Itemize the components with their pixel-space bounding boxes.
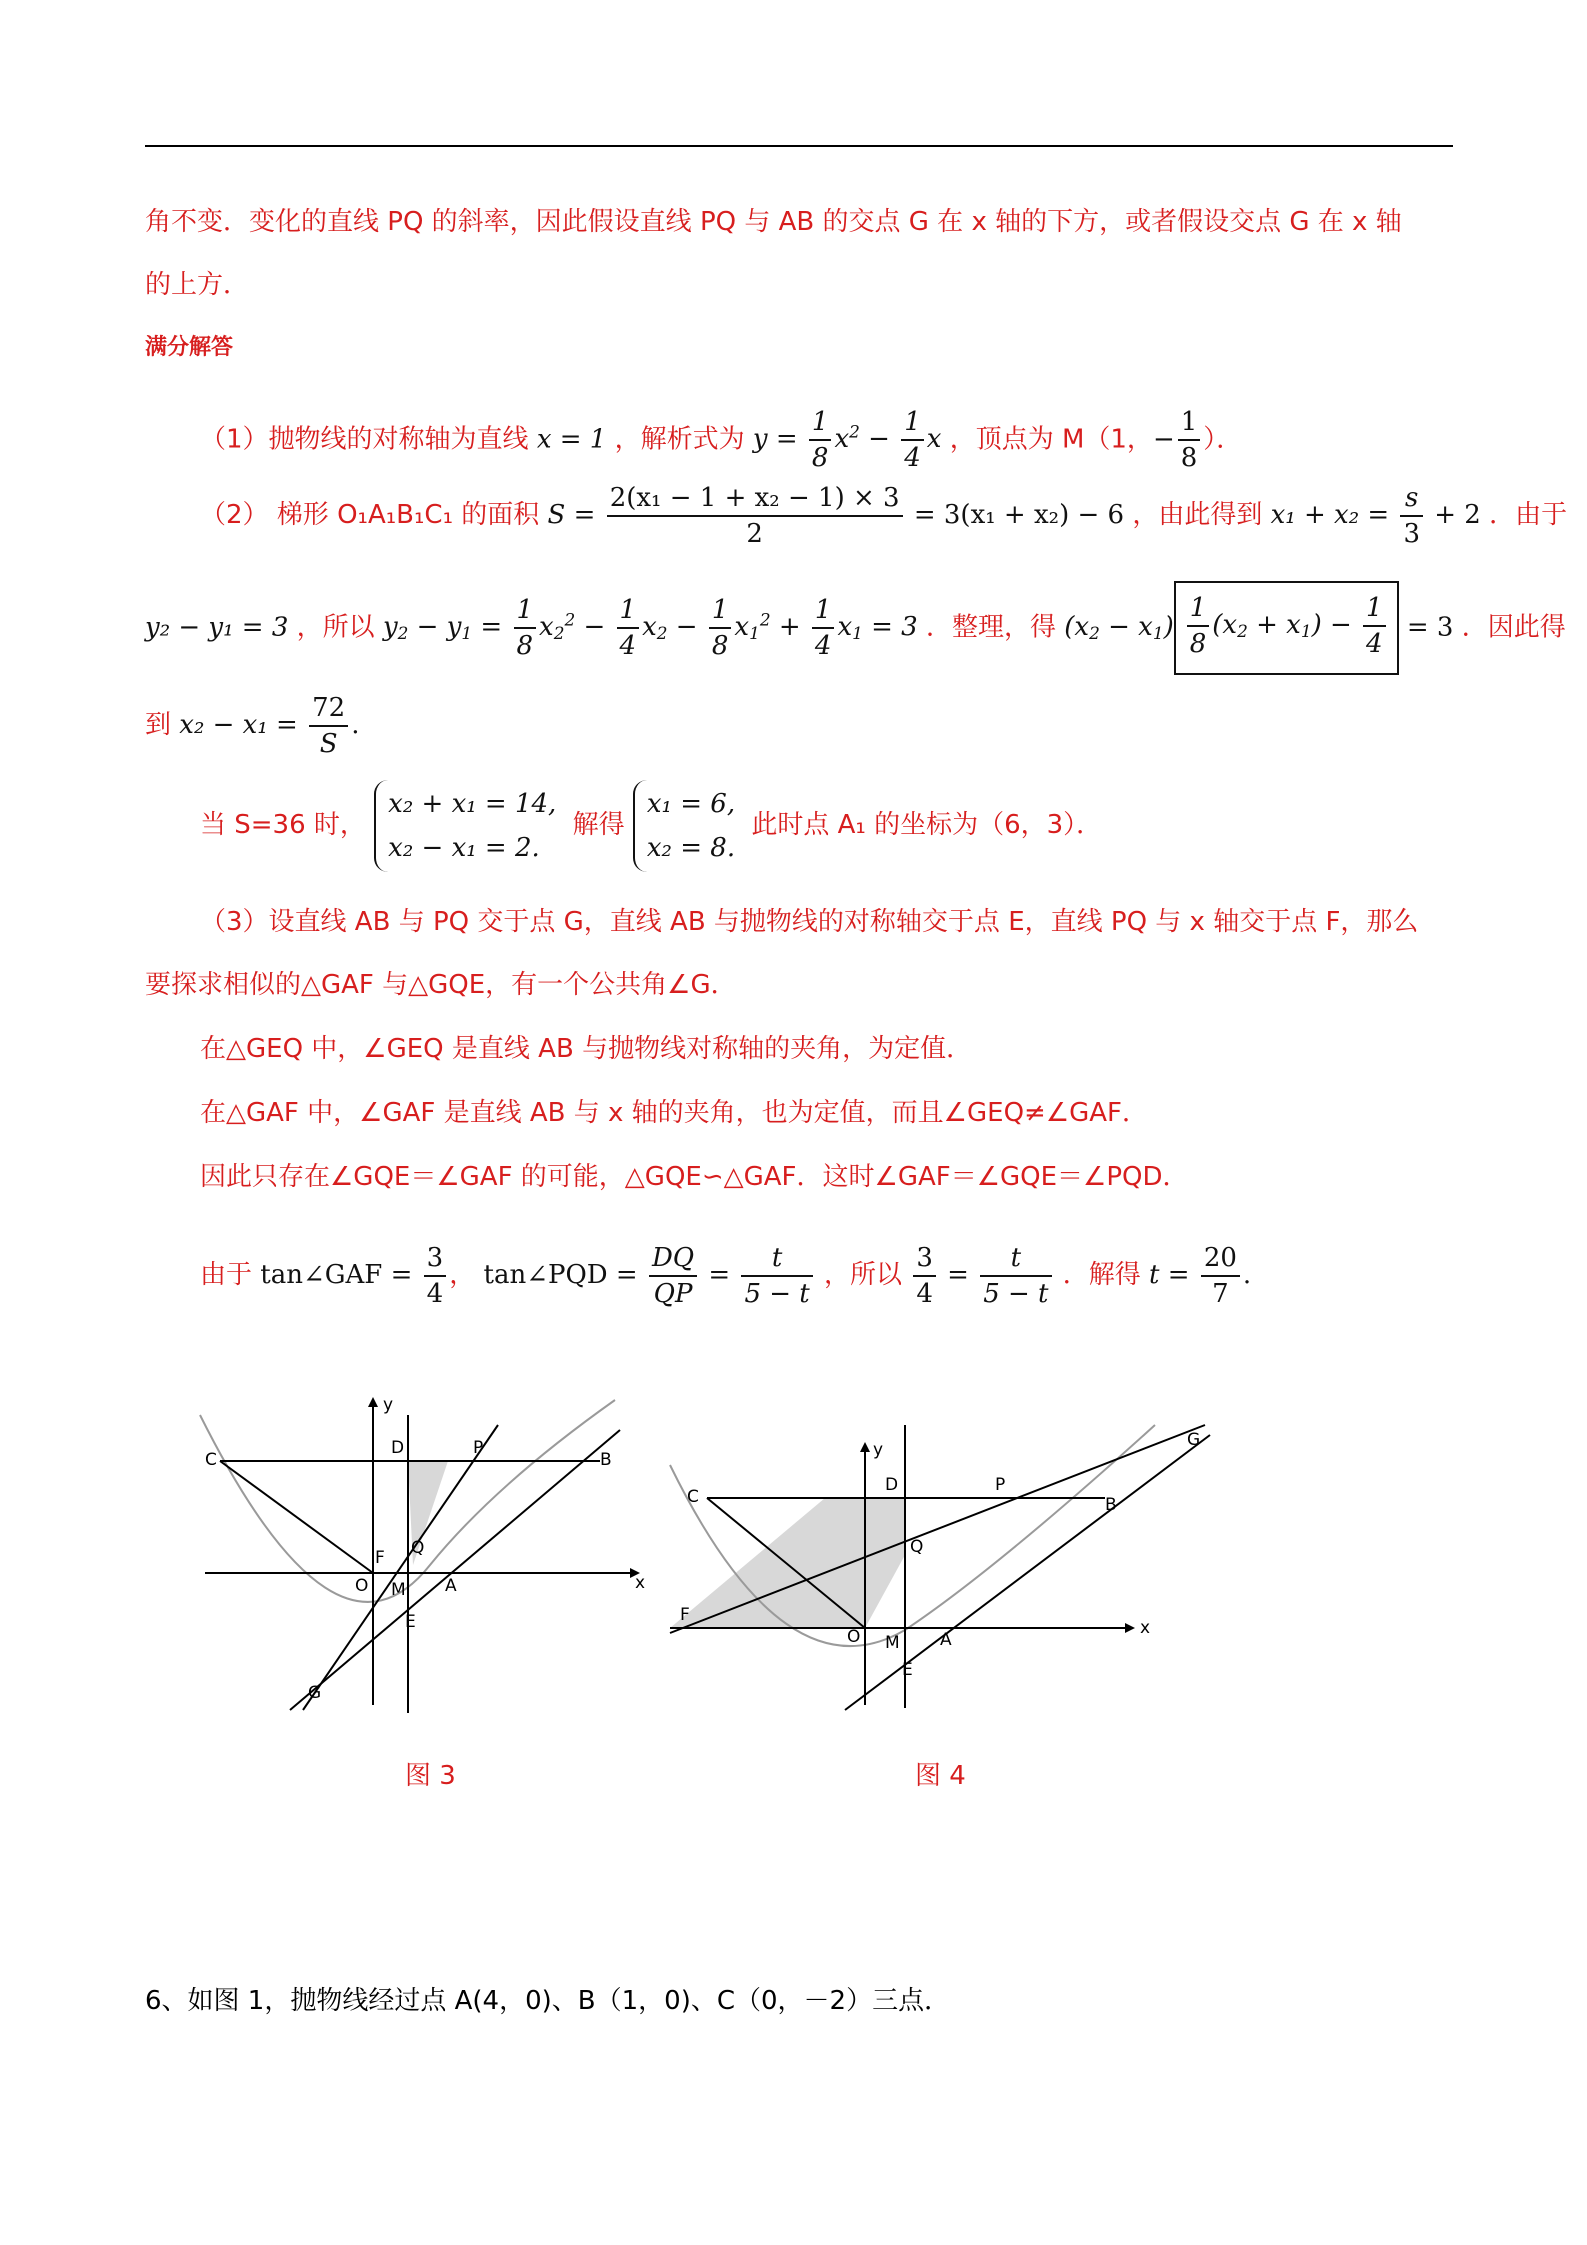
system-1: x₂ + x₁ = 14, x₂ − x₁ = 2. [374, 780, 564, 872]
svg-text:B: B [600, 1450, 612, 1470]
part3-so: ，所以 [824, 1260, 903, 1290]
system-2: x₁ = 6, x₂ = 8. [633, 780, 743, 872]
part2-line2-tidy: ．整理，得 [925, 612, 1056, 643]
svg-text:B: B [1105, 1495, 1117, 1515]
part1-prefix: （1）抛物线的对称轴为直线 [200, 424, 529, 455]
figure-4 [665, 1420, 1225, 1720]
part2-suffix: ．由于 [1489, 500, 1568, 530]
part3-line-2: 要探求相似的△GAF 与△GQE，有一个公共角∠G． [145, 970, 737, 1000]
figure-3 [195, 1395, 655, 1715]
diff-eq: y₂ − y₁ = 3 [145, 612, 289, 643]
part2-prefix: （2） 梯形 O₁A₁B₁C₁ 的面积 [200, 500, 540, 530]
svg-text:O: O [847, 1627, 861, 1647]
svg-text:A: A [445, 1576, 457, 1596]
svg-text:G: G [308, 1683, 322, 1703]
part3-line-5: 因此只存在∠GQE＝∠GAF 的可能，△GQE∽△GAF．这时∠GAF＝∠GQE＝∠PQD． [200, 1162, 1189, 1192]
svg-text:y: y [383, 1395, 394, 1415]
svg-text:E: E [902, 1660, 913, 1680]
part1-vertex-prefix: ，顶点为 M（1， [949, 424, 1153, 455]
svg-text:C: C [205, 1450, 217, 1470]
part3-line-6: 由于 tan∠GAF = $\frac{3}{4}$ ， tan∠PQD = $\frac{DQ}{QP}$ = $\frac{t}{5 - t}$ ，所以 $\frac{3}{4}$ = $\frac{t}{5 - t}$ ．解得 t = $\frac{20}{7}$ . [200, 1242, 1252, 1309]
part1-vertex-suffix: ）． [1203, 424, 1243, 455]
svg-text:P: P [995, 1475, 1006, 1495]
svg-text:C: C [687, 1487, 699, 1507]
part1-line: （1）抛物线的对称轴为直线 x = 1 ，解析式为 y = $\frac{1}{8}$ $x^2$ − $\frac{1}{4}$ x ，顶点为 M（1，− $\frac{1}{8}$ ）． [200, 406, 1243, 474]
svg-text:D: D [391, 1438, 405, 1458]
question-6: 6、如图 1，抛物线经过点 A(4，0)、B（1，0)、C（0，－2）三点． [145, 1986, 951, 2016]
area-fraction: $\frac{\text{2(x₁ − 1 + x₂ − 1) × 3}}{2}$ [607, 481, 903, 551]
tan-gaf: tan∠GAF = [260, 1260, 413, 1290]
t-equation: t = [1149, 1260, 1190, 1290]
part2-line-3: 到 x₂ − x₁ = $\frac{72}{S}$ . [145, 692, 360, 759]
system-line [200, 775, 1102, 875]
part2-line2-mid: ，所以 [296, 612, 375, 643]
a1-result: 此时点 A₁ 的坐标为（6，3）． [751, 810, 1103, 840]
solve-word: 解得 [572, 810, 625, 840]
svg-text:M: M [391, 1580, 406, 1600]
figure-3-caption: 图 3 [405, 1761, 456, 1791]
part3-l6-prefix: 由于 [200, 1260, 253, 1290]
sum-lhs: x₁ + x₂ = [1270, 500, 1390, 530]
fig3-line-ab [290, 1430, 620, 1710]
part3-line-4: 在△GAF 中，∠GAF 是直线 AB 与 x 轴的夹角，也为定值，而且∠GEQ≠∠GAF． [200, 1098, 1149, 1128]
svg-text:x: x [1140, 1618, 1151, 1638]
part2-line-1: （2） 梯形 O₁A₁B₁C₁ 的面积 S = $\frac{\text{2(x₁ − 1 + x₂ − 1) × 3}}{2}$ = 3(x₁ + x₂) − 6 ，由此得到 x₁ + x₂ = $\frac{s}{3}$ + 2 ．由于 [200, 482, 1568, 549]
part3-line-3: 在△GEQ 中，∠GEQ 是直线 AB 与抛物线对称轴的夹角，为定值． [200, 1034, 973, 1064]
part3-line-1: （3）设直线 AB 与 PQ 交于点 G，直线 AB 与抛物线的对称轴交于点 E，直线 PQ 与 x 轴交于点 F，那么 [200, 907, 1419, 937]
part3-solve: ．解得 [1062, 1260, 1141, 1290]
svg-text:x: x [635, 1573, 646, 1593]
diff-lhs: x₂ − x₁ = [179, 710, 298, 740]
fig3-line-pq [303, 1425, 498, 1710]
part2-mid: ，由此得到 [1132, 500, 1263, 530]
part2-line2-suffix: ．因此得 [1461, 612, 1566, 643]
svg-text:D: D [885, 1475, 899, 1495]
svg-text:O: O [355, 1576, 369, 1596]
svg-text:F: F [680, 1605, 690, 1625]
fig4-line-ab [845, 1435, 1210, 1710]
svg-text:y: y [873, 1440, 884, 1460]
solution-heading: 满分解答 [145, 335, 234, 360]
part2-line-2: y₂ − y₁ = 3 ，所以 $y_2 - y_1$ = $\frac{1}{8}$ $x_2^2$ − $\frac{1}{4}$ $x_2$ − $\frac{1}{8}$ $x_1^2$ + $\frac{1}{4}$ $x_1 = 3$ ．整理，得 $(x_2 - x_1)$ $\frac{1}{8}$ $(x_2 + x_1)$ − $\frac{1}{4}$ = 3 ．因此得 [145, 580, 1566, 675]
svg-text:E: E [405, 1612, 416, 1632]
fig4-line-pq [670, 1425, 1205, 1633]
figure-4-caption: 图 4 [915, 1761, 966, 1791]
axis-equation: x = 1 [536, 424, 607, 455]
part2-line3-prefix: 到 [145, 710, 172, 740]
svg-text:P: P [473, 1438, 484, 1458]
tan-pqd: tan∠PQD = [483, 1260, 638, 1290]
continuation-line-1: 角不变．变化的直线 PQ 的斜率，因此假设直线 PQ 与 AB 的交点 G 在 x 轴的下方，或者假设交点 G 在 x 轴 [145, 207, 1402, 237]
svg-text:M: M [885, 1633, 900, 1653]
area-rhs: = 3(x₁ + x₂) − 6 [913, 500, 1125, 530]
svg-text:Q: Q [910, 1537, 924, 1557]
svg-text:F: F [375, 1548, 385, 1568]
svg-text:Q: Q [411, 1538, 425, 1558]
sum-rhs: + 2 [1434, 500, 1481, 530]
when-s36: 当 S=36 时， [200, 810, 366, 840]
parabola-formula: y = $\frac{1}{8}$ $x^2$ − $\frac{1}{4}$ x [752, 407, 942, 474]
part1-mid: ，解析式为 [614, 424, 745, 455]
svg-text:G: G [1187, 1430, 1201, 1450]
svg-text:A: A [940, 1630, 952, 1650]
continuation-line-2: 的上方． [145, 270, 250, 300]
header-rule [145, 145, 1453, 147]
